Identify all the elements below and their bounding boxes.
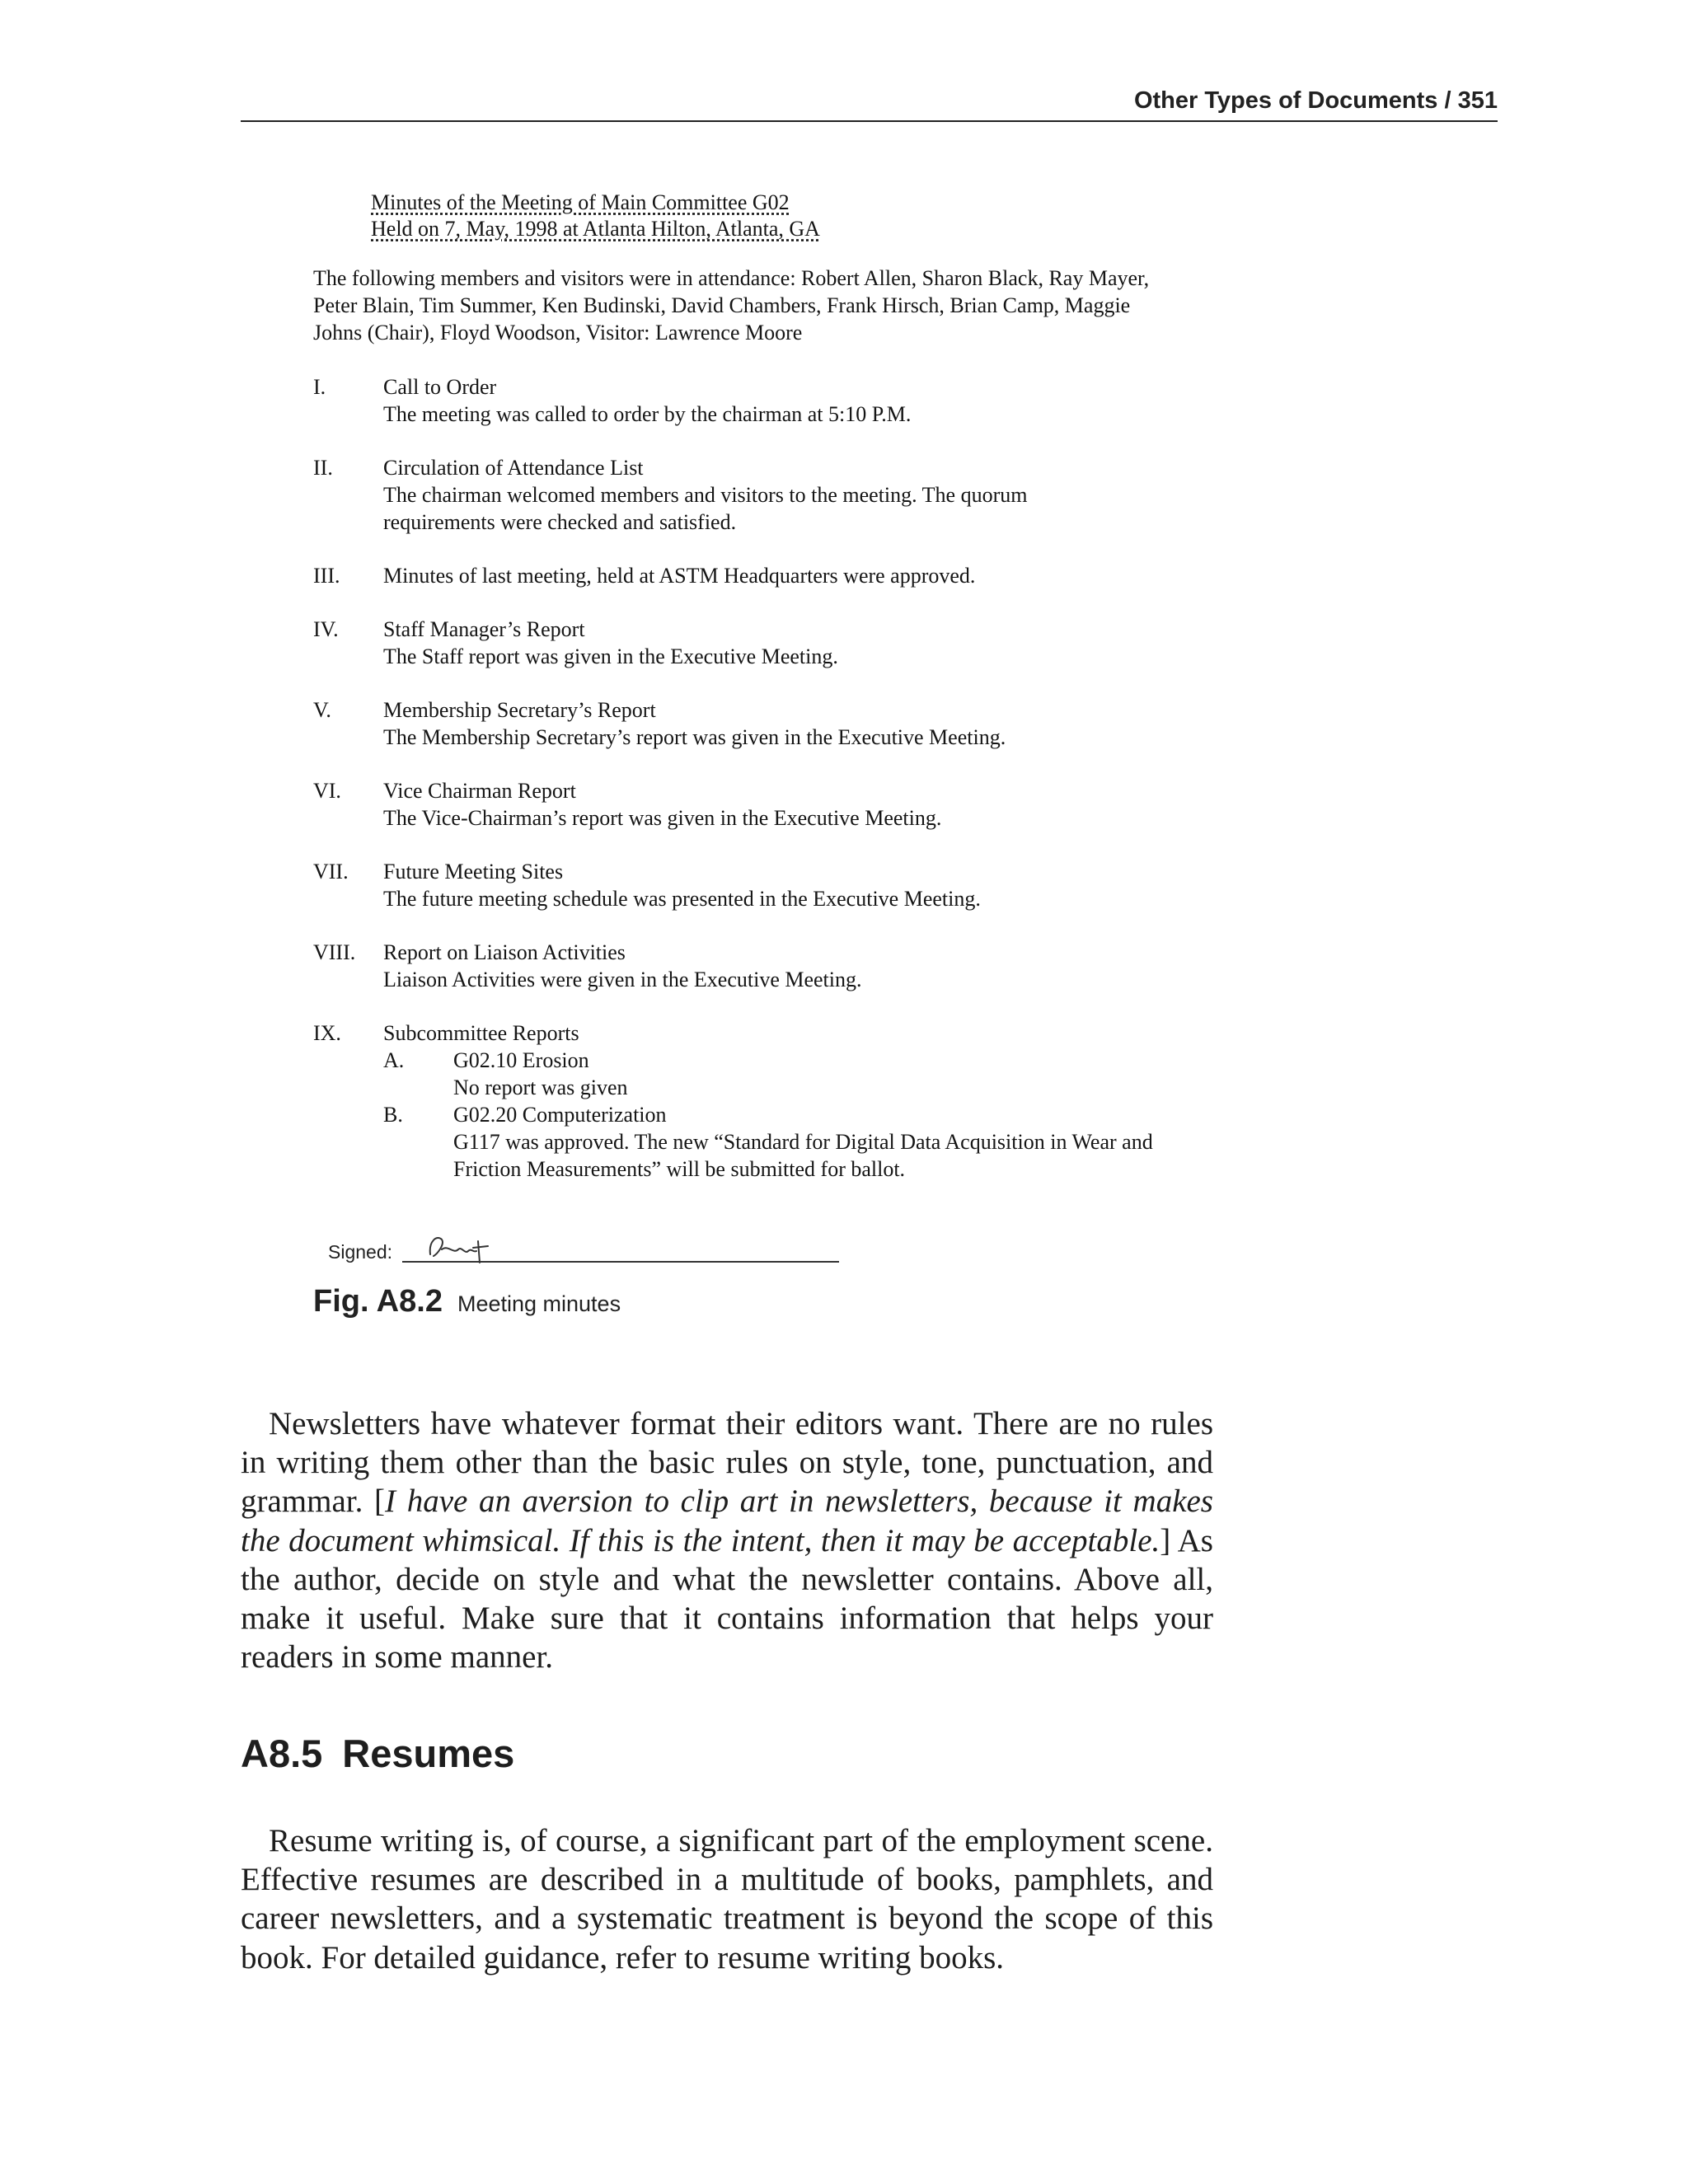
section-title: Resumes xyxy=(342,1732,515,1775)
figure-caption xyxy=(313,1284,621,1319)
section-heading xyxy=(241,1731,514,1776)
agenda-item xyxy=(313,939,1236,993)
agenda-item-text: The Membership Secretary’s report was given in the Executive Meeting. xyxy=(383,725,1006,749)
agenda-item-heading: Staff Manager’s Report xyxy=(383,617,585,641)
agenda-item-text: The Staff report was given in the Executive Meeting. xyxy=(383,644,838,668)
agenda-item-number: VIII. xyxy=(313,940,356,964)
subcommittee-text: No report was given xyxy=(453,1076,628,1099)
agenda-item xyxy=(313,616,1236,670)
agenda-item-heading: Minutes of last meeting, held at ASTM Headquarters were approved. xyxy=(383,564,976,588)
meeting-minutes-figure xyxy=(313,190,1236,1209)
subcommittee-letter: A. xyxy=(383,1048,405,1072)
agenda-item-number: II. xyxy=(313,456,333,480)
agenda-item-heading: Subcommittee Reports xyxy=(383,1021,579,1045)
agenda-item xyxy=(313,373,1236,428)
agenda-item-number: V. xyxy=(313,698,331,722)
figure-caption-text: Meeting minutes xyxy=(457,1291,621,1316)
agenda-item-number: I. xyxy=(313,375,326,399)
agenda-item-heading: Call to Order xyxy=(383,375,497,399)
agenda-item-text: The future meeting schedule was presented in the Executive Meeting. xyxy=(383,887,981,911)
agenda-item-text: Liaison Activities were given in the Executive Meeting. xyxy=(383,968,862,991)
agenda-item-text: The Vice-Chairman’s report was given in the Executive Meeting. xyxy=(383,806,942,830)
agenda-item-heading: Circulation of Attendance List xyxy=(383,456,644,480)
signed-label: Signed: xyxy=(328,1241,393,1263)
agenda-item-heading: Membership Secretary’s Report xyxy=(383,698,656,722)
minutes-title xyxy=(371,190,1236,242)
section-number: A8.5 xyxy=(241,1732,323,1775)
agenda-item xyxy=(313,562,1236,589)
subcommittee-heading: G02.20 Computerization xyxy=(453,1103,667,1127)
running-header: Other Types of Documents / 351 xyxy=(241,82,1498,122)
figure-caption-label: Fig. A8.2 xyxy=(313,1284,443,1319)
agenda-item-heading: Report on Liaison Activities xyxy=(383,940,626,964)
agenda-item-text: The chairman welcomed members and visitors to the meeting. The quorum requirements were checked and satisfied. xyxy=(383,483,1028,534)
agenda-item-number: VII. xyxy=(313,860,349,883)
agenda-item xyxy=(313,777,1236,832)
newsletters-paragraph xyxy=(241,1404,1213,1676)
signature-block xyxy=(328,1236,856,1269)
subcommittee-heading: G02.10 Erosion xyxy=(453,1048,589,1072)
agenda-item-number: III. xyxy=(313,564,340,588)
agenda-item xyxy=(313,858,1236,912)
resumes-paragraph: Resume writing is, of course, a significant part of the employment scene. Effective resumes are described in a multitude of books, pamphlets, and career newsletters, and a systematic treatment is beyond the scope of this book. For detailed guidance, refer to resume writing books. xyxy=(241,1823,1213,1975)
agenda-item-number: IV. xyxy=(313,617,339,641)
agenda-item-heading: Future Meeting Sites xyxy=(383,860,564,883)
attendance-paragraph: The following members and visitors were in attendance: Robert Allen, Sharon Black, Ray Mayer, Peter Blain, Tim Summer, Ken Budinski, David Chambers, Frank Hirsch, Brian Camp, Maggie Johns (Chair), Floyd Woodson, Visitor: Lawrence Moore xyxy=(313,266,1150,344)
agenda-item-text: The meeting was called to order by the chairman at 5:10 P.M. xyxy=(383,402,912,426)
handwritten-signature xyxy=(425,1230,499,1266)
newsletters-italic-aside: I have an aversion to clip art in newsletters, because it makes the document whimsical. If this is the intent, then it may be acceptable. xyxy=(241,1483,1213,1558)
subcommittee-letter: B. xyxy=(383,1103,403,1127)
minutes-title-line-2: Held on 7, May, 1998 at Atlanta Hilton, Atlanta, GA xyxy=(371,217,820,241)
agenda-item xyxy=(313,454,1236,536)
newsletters-text-part-1: Newsletters have whatever format their editors want. There are no rules in writing them other than the basic rules on style, tone, punctuation, and grammar. [ xyxy=(241,1406,1213,1520)
agenda-list xyxy=(313,373,1236,1183)
agenda-item-number: IX. xyxy=(313,1021,341,1045)
agenda-item-number: VI. xyxy=(313,779,341,803)
minutes-title-line-1: Minutes of the Meeting of Main Committee G02 xyxy=(371,190,790,214)
agenda-item xyxy=(313,1019,1236,1183)
agenda-item-heading: Vice Chairman Report xyxy=(383,779,576,803)
newsletters-text-part-2: ] As the author, decide on style and what the newsletter contains. Above all, make it useful. Make sure that it contains information that helps your readers in some manner. xyxy=(241,1522,1213,1675)
agenda-item xyxy=(313,696,1236,751)
subcommittee-item xyxy=(383,1047,1236,1101)
subcommittee-item xyxy=(383,1101,1236,1183)
subcommittee-text: G117 was approved. The new “Standard for Digital Data Acquisition in Wear and Friction Measurements” will be submitted for ballot. xyxy=(453,1130,1153,1181)
